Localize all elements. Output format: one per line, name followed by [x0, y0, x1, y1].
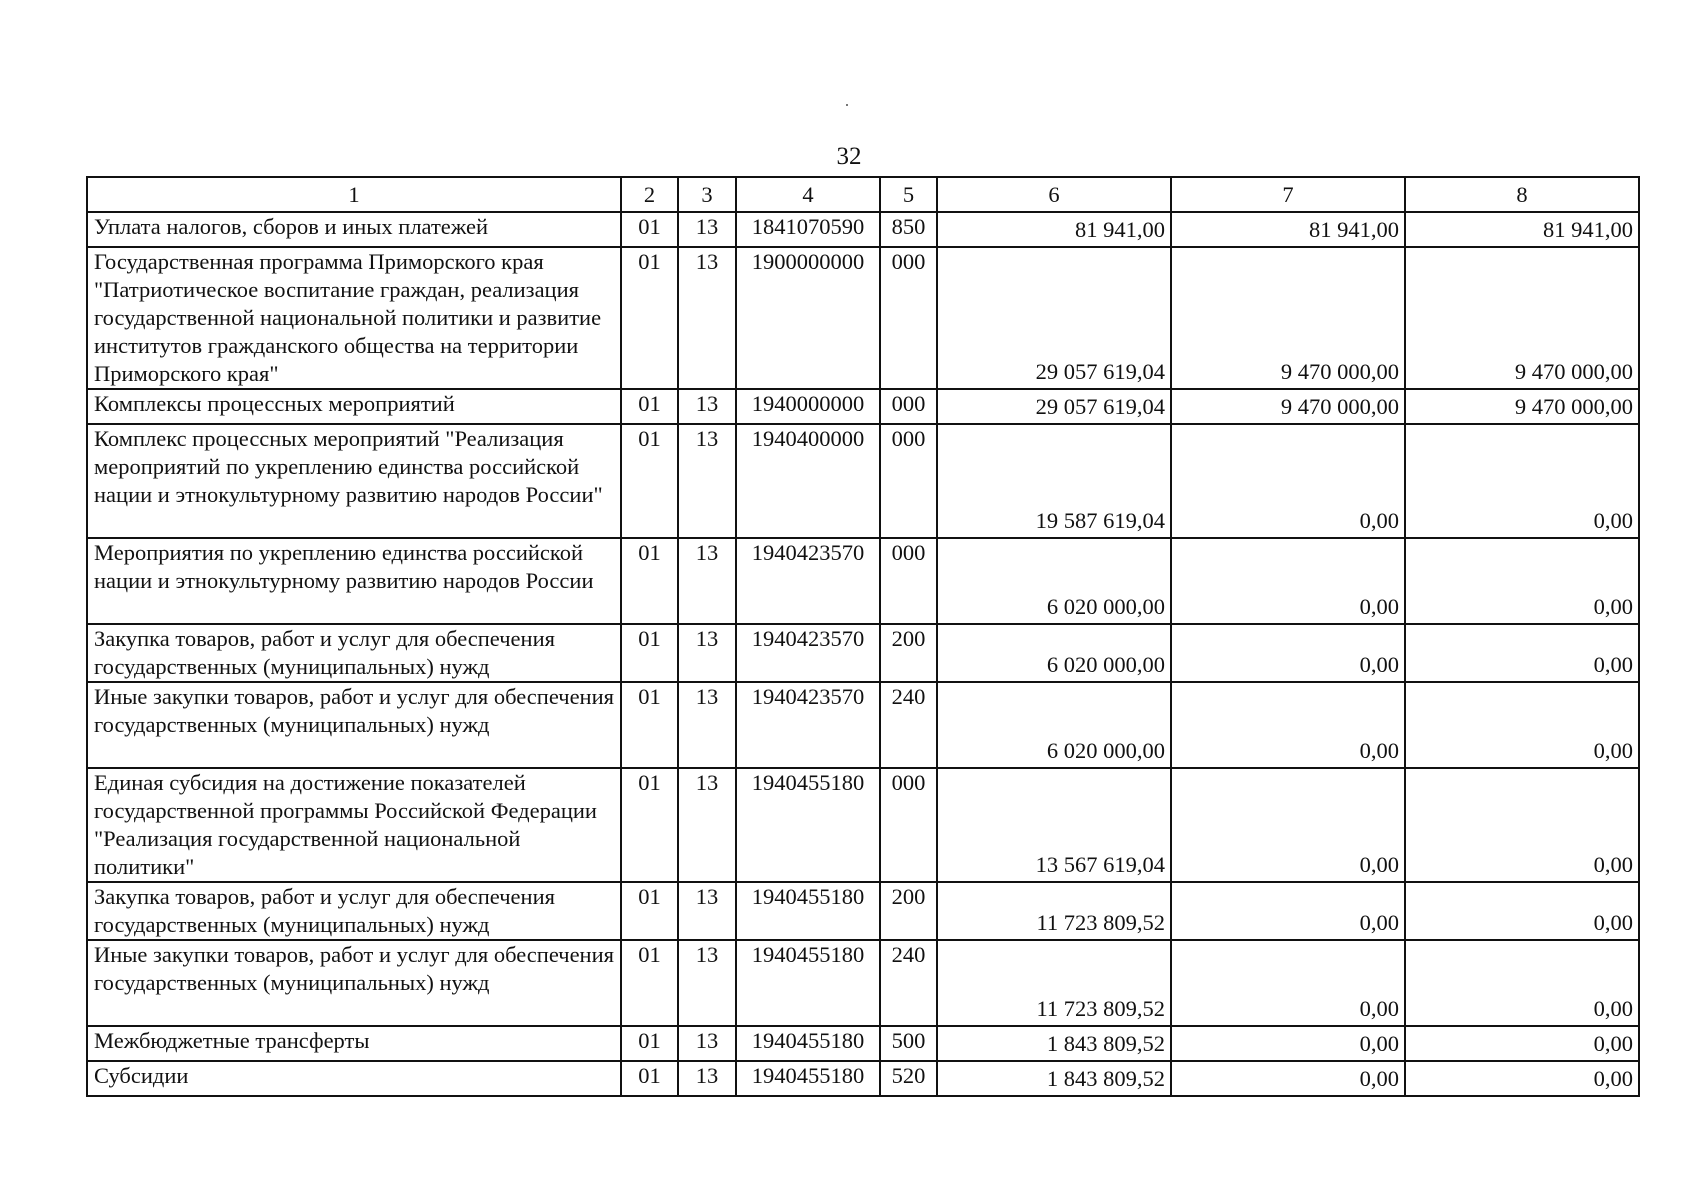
- amount-col8: 0,00: [1405, 538, 1639, 624]
- code-subsection: 13: [678, 424, 736, 538]
- scan-speck: [846, 104, 848, 106]
- row-name: Закупка товаров, работ и услуг для обеспечения государственных (муниципальных) нужд: [87, 882, 621, 940]
- code-expense-type: 500: [880, 1026, 937, 1061]
- code-section: 01: [621, 682, 678, 768]
- header-cell: 6: [937, 177, 1171, 212]
- amount-col6: 29 057 619,04: [937, 247, 1171, 389]
- code-target: 1940423570: [736, 538, 880, 624]
- code-subsection: 13: [678, 1061, 736, 1096]
- code-subsection: 13: [678, 882, 736, 940]
- amount-col6: 6 020 000,00: [937, 682, 1171, 768]
- code-target: 1940455180: [736, 1061, 880, 1096]
- table-row: [87, 882, 1639, 940]
- amount-col6: 6 020 000,00: [937, 538, 1171, 624]
- code-subsection: 13: [678, 247, 736, 389]
- amount-col8: 0,00: [1405, 882, 1639, 940]
- header-cell: 7: [1171, 177, 1405, 212]
- code-expense-type: 000: [880, 538, 937, 624]
- code-section: 01: [621, 768, 678, 882]
- code-target: 1940400000: [736, 424, 880, 538]
- code-expense-type: 000: [880, 424, 937, 538]
- table-row: [87, 424, 1639, 538]
- code-expense-type: 850: [880, 212, 937, 247]
- amount-col6: 19 587 619,04: [937, 424, 1171, 538]
- table-row: [87, 682, 1639, 768]
- code-target: 1940455180: [736, 940, 880, 1026]
- code-target: 1940423570: [736, 682, 880, 768]
- table-row: [87, 247, 1639, 389]
- code-target: 1940455180: [736, 768, 880, 882]
- amount-col6: 11 723 809,52: [937, 882, 1171, 940]
- code-subsection: 13: [678, 768, 736, 882]
- amount-col8: 0,00: [1405, 768, 1639, 882]
- table-row: [87, 1026, 1639, 1061]
- amount-col7: 9 470 000,00: [1171, 247, 1405, 389]
- code-expense-type: 000: [880, 768, 937, 882]
- amount-col6: 1 843 809,52: [937, 1061, 1171, 1096]
- table-row: [87, 389, 1639, 424]
- table-row: [87, 768, 1639, 882]
- table-row: [87, 212, 1639, 247]
- code-subsection: 13: [678, 389, 736, 424]
- row-name: Закупка товаров, работ и услуг для обеспечения государственных (муниципальных) нужд: [87, 624, 621, 682]
- code-expense-type: 200: [880, 624, 937, 682]
- row-name: Комплексы процессных мероприятий: [87, 389, 621, 424]
- code-expense-type: 240: [880, 940, 937, 1026]
- code-expense-type: 240: [880, 682, 937, 768]
- row-name: Комплекс процессных мероприятий "Реализация мероприятий по укреплению единства российской нации и этнокультурному развитию народов России": [87, 424, 621, 538]
- amount-col8: 0,00: [1405, 1026, 1639, 1061]
- header-cell: 8: [1405, 177, 1639, 212]
- header-cell: 5: [880, 177, 937, 212]
- header-cell: 4: [736, 177, 880, 212]
- code-subsection: 13: [678, 940, 736, 1026]
- code-section: 01: [621, 940, 678, 1026]
- row-name: Субсидии: [87, 1061, 621, 1096]
- row-name: Единая субсидия на достижение показателей государственной программы Российской Федерации "Реализация государственной национальной политики": [87, 768, 621, 882]
- amount-col7: 0,00: [1171, 1061, 1405, 1096]
- code-section: 01: [621, 1026, 678, 1061]
- header-cell: 3: [678, 177, 736, 212]
- header-cell: 2: [621, 177, 678, 212]
- header-row: [87, 177, 1639, 212]
- amount-col7: 0,00: [1171, 940, 1405, 1026]
- code-subsection: 13: [678, 538, 736, 624]
- amount-col8: 0,00: [1405, 1061, 1639, 1096]
- code-section: 01: [621, 424, 678, 538]
- table-row: [87, 940, 1639, 1026]
- code-target: 1940455180: [736, 1026, 880, 1061]
- amount-col6: 11 723 809,52: [937, 940, 1171, 1026]
- row-name: Уплата налогов, сборов и иных платежей: [87, 212, 621, 247]
- amount-col8: 81 941,00: [1405, 212, 1639, 247]
- amount-col7: 0,00: [1171, 882, 1405, 940]
- amount-col7: 0,00: [1171, 682, 1405, 768]
- amount-col7: 9 470 000,00: [1171, 389, 1405, 424]
- code-section: 01: [621, 212, 678, 247]
- code-target: 1900000000: [736, 247, 880, 389]
- amount-col7: 0,00: [1171, 624, 1405, 682]
- code-subsection: 13: [678, 1026, 736, 1061]
- code-section: 01: [621, 624, 678, 682]
- amount-col8: 0,00: [1405, 940, 1639, 1026]
- row-name: Иные закупки товаров, работ и услуг для обеспечения государственных (муниципальных) нужд: [87, 940, 621, 1026]
- amount-col7: 0,00: [1171, 768, 1405, 882]
- row-name: Государственная программа Приморского края "Патриотическое воспитание граждан, реализация государственной национальной политики и развитие институтов гражданского общества на территории Приморского края": [87, 247, 621, 389]
- code-target: 1940423570: [736, 624, 880, 682]
- row-name: Иные закупки товаров, работ и услуг для обеспечения государственных (муниципальных) нужд: [87, 682, 621, 768]
- amount-col8: 9 470 000,00: [1405, 389, 1639, 424]
- amount-col7: 0,00: [1171, 424, 1405, 538]
- code-subsection: 13: [678, 624, 736, 682]
- code-section: 01: [621, 882, 678, 940]
- amount-col8: 0,00: [1405, 424, 1639, 538]
- row-name: Мероприятия по укреплению единства российской нации и этнокультурному развитию народов России: [87, 538, 621, 624]
- amount-col7: 81 941,00: [1171, 212, 1405, 247]
- code-section: 01: [621, 247, 678, 389]
- amount-col7: 0,00: [1171, 1026, 1405, 1061]
- code-section: 01: [621, 538, 678, 624]
- amount-col6: 81 941,00: [937, 212, 1171, 247]
- row-name: Межбюджетные трансферты: [87, 1026, 621, 1061]
- amount-col6: 6 020 000,00: [937, 624, 1171, 682]
- amount-col6: 1 843 809,52: [937, 1026, 1171, 1061]
- code-section: 01: [621, 389, 678, 424]
- code-section: 01: [621, 1061, 678, 1096]
- amount-col7: 0,00: [1171, 538, 1405, 624]
- amount-col6: 13 567 619,04: [937, 768, 1171, 882]
- budget-table: [86, 176, 1640, 1097]
- code-target: 1940000000: [736, 389, 880, 424]
- table-row: [87, 538, 1639, 624]
- amount-col8: 9 470 000,00: [1405, 247, 1639, 389]
- table-row: [87, 1061, 1639, 1096]
- code-expense-type: 520: [880, 1061, 937, 1096]
- code-target: 1940455180: [736, 882, 880, 940]
- code-target: 1841070590: [736, 212, 880, 247]
- amount-col6: 29 057 619,04: [937, 389, 1171, 424]
- header-cell: 1: [87, 177, 621, 212]
- code-expense-type: 200: [880, 882, 937, 940]
- code-subsection: 13: [678, 682, 736, 768]
- table-row: [87, 624, 1639, 682]
- code-subsection: 13: [678, 212, 736, 247]
- code-expense-type: 000: [880, 389, 937, 424]
- page-number: 32: [836, 143, 862, 170]
- amount-col8: 0,00: [1405, 624, 1639, 682]
- code-expense-type: 000: [880, 247, 937, 389]
- amount-col8: 0,00: [1405, 682, 1639, 768]
